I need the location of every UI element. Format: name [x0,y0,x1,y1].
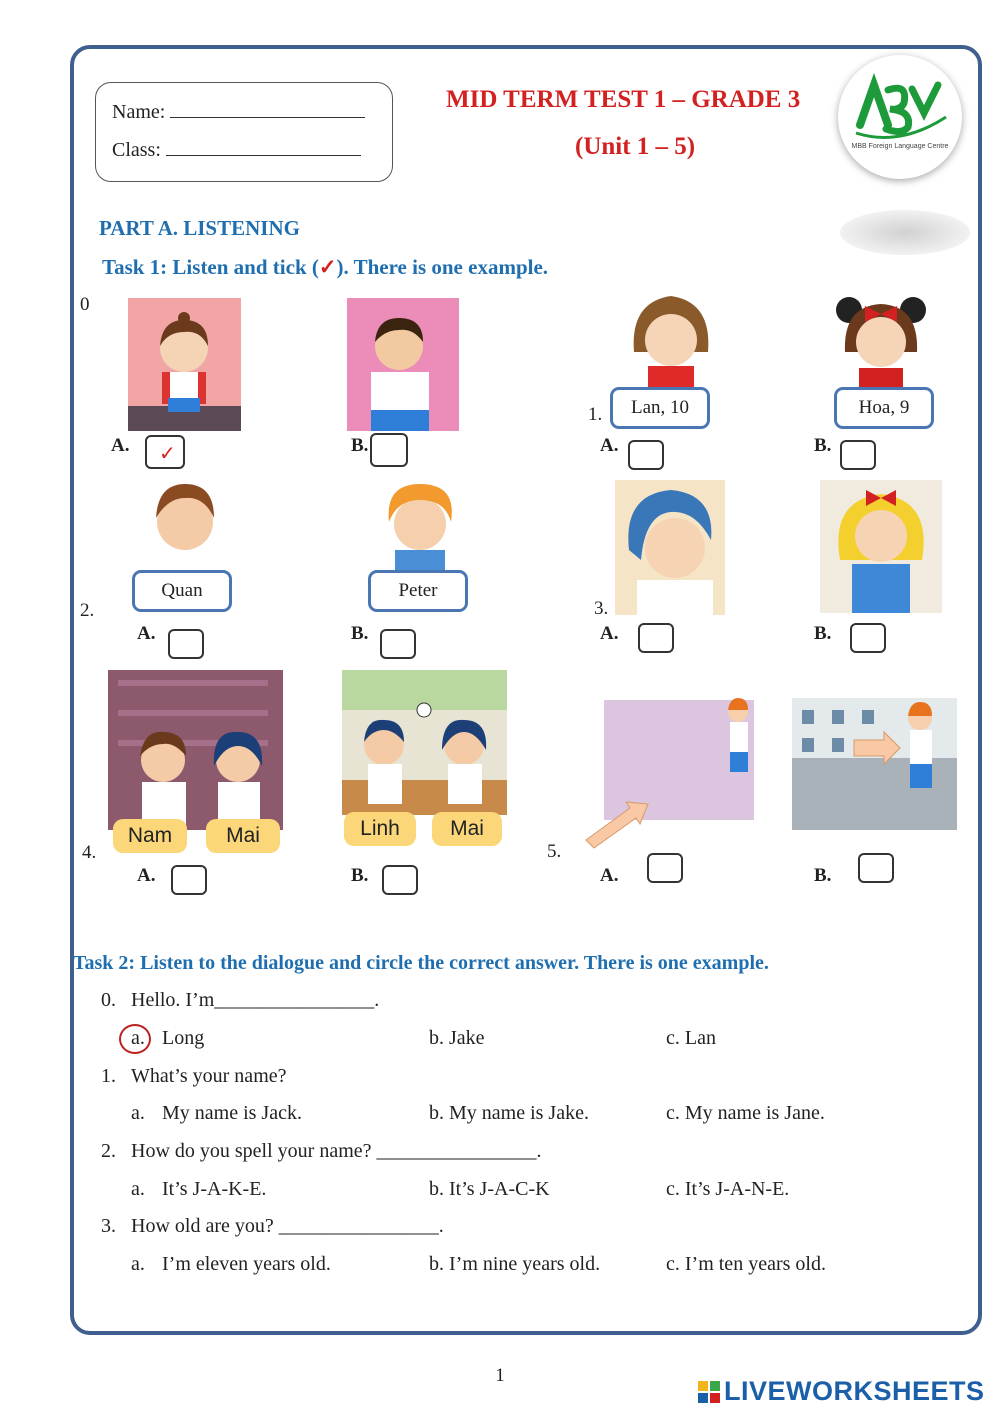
checkbox-3a[interactable] [638,623,674,653]
question-text: Hello. I’m________________. [131,989,380,1011]
school-logo [838,55,962,179]
name-tag-quan: Quan [132,570,232,612]
option-b-label: B. [351,865,369,886]
name-tag-peter: Peter [368,570,468,612]
checkbox-0b[interactable] [370,433,408,467]
name-tag-linh: Linh [344,812,416,846]
name-tag-mai-2: Mai [432,812,502,846]
answer-a-letter[interactable]: a. [131,1102,145,1124]
option-a-label: A. [137,865,156,886]
question-number: 0. [101,989,116,1011]
question-text: How do you spell your name? ________________. [131,1140,542,1162]
checkbox-5b[interactable] [858,853,894,883]
logo-mark-icon [838,55,962,179]
picture-girl-lan [626,292,716,387]
answer-c[interactable]: c. Lan [666,1027,716,1049]
item-number: 0 [80,294,90,315]
answer-b[interactable]: b. My name is Jake. [429,1102,589,1124]
liveworksheets-brand[interactable]: LIVEWORKSHEETS [724,1376,985,1406]
name-tag-lan: Lan, 10 [610,387,710,429]
item-number: 3. [594,598,609,619]
name-tag-hoa: Hoa, 9 [834,387,934,429]
option-a-label: A. [600,623,619,644]
answer-b[interactable]: b. I’m nine years old. [429,1253,601,1275]
checkbox-1a[interactable] [628,440,664,470]
option-a-label: A. [600,435,619,456]
item-number: 5. [547,841,562,862]
option-a-label: A. [111,435,130,456]
answer-a-letter[interactable]: a. [131,1178,145,1200]
name-input[interactable] [170,99,365,118]
picture-boy-building-arrow [792,698,957,830]
name-class-box [95,82,393,182]
checkbox-1b[interactable] [840,440,876,470]
page-number: 1 [495,1365,505,1386]
tick-icon: ✓ [318,255,337,279]
checkbox-2b[interactable] [380,629,416,659]
option-b-label: B. [351,623,369,644]
question-number: 1. [101,1065,116,1087]
name-label: Name: [112,101,166,123]
page-subtitle: (Unit 1 – 5) [575,133,696,160]
answer-c[interactable]: c. I’m ten years old. [666,1253,826,1275]
item-number: 1. [588,404,603,425]
checkbox-2a[interactable] [168,629,204,659]
checkbox-0a[interactable] [145,435,185,469]
task1-heading-pre: Task 1: Listen and tick ( [102,255,319,279]
task1-heading-post: ). There is one example. [336,255,549,279]
picture-boy-pink [347,298,459,431]
answer-a-text[interactable]: It’s J-A-K-E. [162,1178,267,1200]
class-label: Class: [112,139,161,161]
answer-b[interactable]: b. Jake [429,1027,485,1049]
picture-girl-blue-hair [615,480,725,615]
picture-boy-room-arrow [582,690,762,850]
page-title: MID TERM TEST 1 – GRADE 3 [446,86,801,113]
class-row [112,137,361,162]
option-a-label: A. [600,865,619,886]
option-b-label: B. [814,435,832,456]
answer-a-letter[interactable]: a. [131,1027,145,1049]
part-a-heading: PART A. LISTENING [99,216,300,240]
question-number: 3. [101,1215,116,1237]
tick-icon: ✓ [159,443,176,465]
item-number: 2. [80,600,95,621]
picture-girl-backpack [128,298,241,431]
picture-girl-blonde [820,480,942,613]
checkbox-4a[interactable] [171,865,207,895]
name-tag-mai: Mai [206,819,280,853]
picture-girl-hoa [835,292,927,387]
answer-c[interactable]: c. It’s J-A-N-E. [666,1178,790,1200]
option-b-label: B. [814,623,832,644]
answer-a-text[interactable]: Long [162,1027,205,1049]
question-text: What’s your name? [131,1065,287,1087]
class-input[interactable] [166,137,361,156]
name-tag-nam: Nam [113,819,187,853]
checkbox-4b[interactable] [382,865,418,895]
decorative-shadow [840,210,970,255]
task2-heading: Task 2: Listen to the dialogue and circle the correct answer. There is one example. [73,952,769,974]
answer-a-text[interactable]: My name is Jack. [162,1102,302,1124]
answer-a-letter[interactable]: a. [131,1253,145,1275]
answer-c[interactable]: c. My name is Jane. [666,1102,825,1124]
picture-boy-quan [140,478,230,573]
liveworksheets-icon [698,1381,720,1403]
picture-boy-peter [375,478,465,573]
question-number: 2. [101,1140,116,1162]
answer-b[interactable]: b. It’s J-A-C-K [429,1178,550,1200]
picture-library-children [108,670,283,830]
question-text: How old are you? ________________. [131,1215,444,1237]
option-b-label: B. [814,865,832,886]
task1-heading [102,255,548,280]
option-b-label: B. [351,435,369,456]
option-a-label: A. [137,623,156,644]
logo-text: MBB Foreign Language Centre [851,143,949,150]
item-number: 4. [82,842,97,863]
checkbox-5a[interactable] [647,853,683,883]
picture-playground-children [342,670,507,815]
checkbox-3b[interactable] [850,623,886,653]
name-row [112,99,365,124]
answer-a-text[interactable]: I’m eleven years old. [162,1253,331,1275]
